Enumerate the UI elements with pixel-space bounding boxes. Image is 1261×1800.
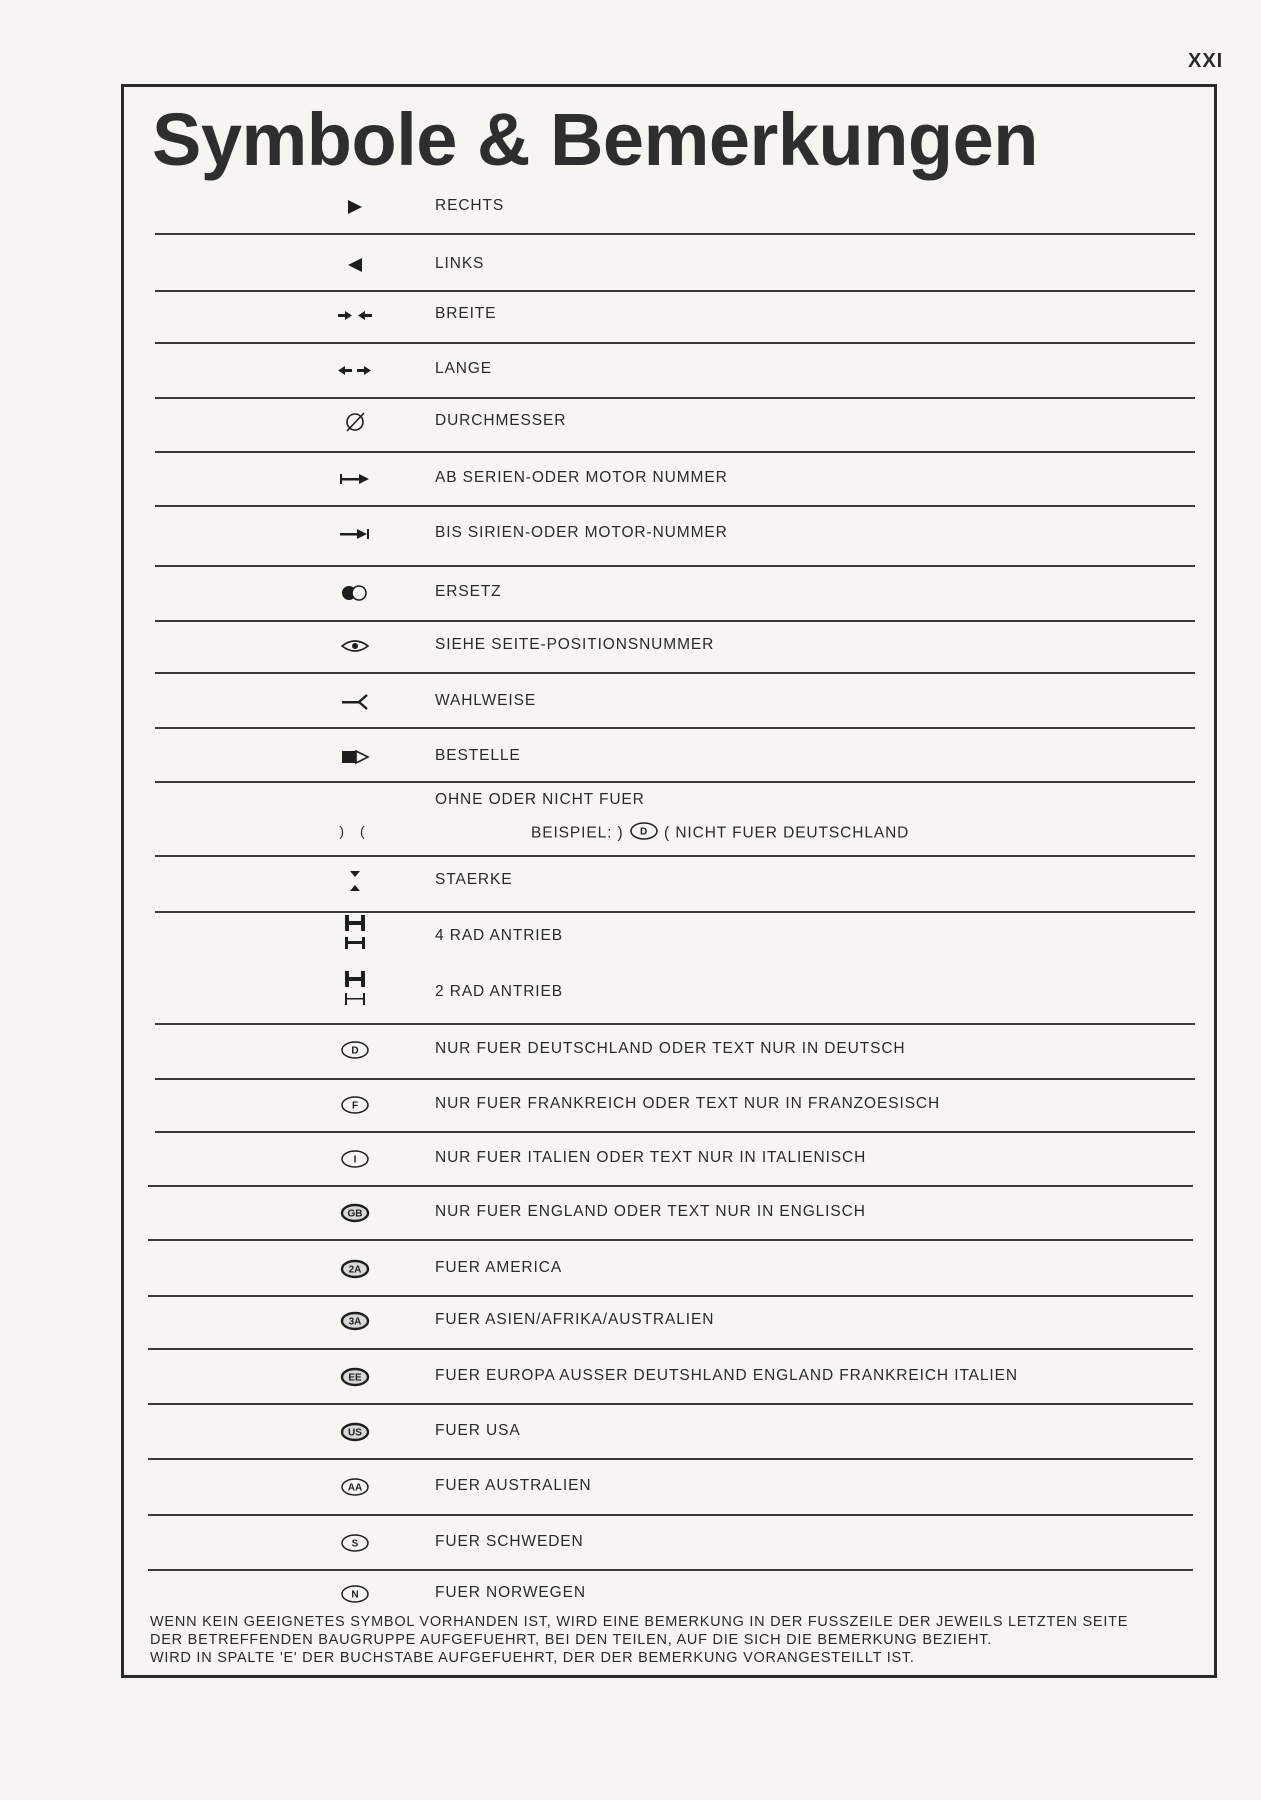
country-badge-icon [325, 1528, 385, 1558]
row-divider [155, 1131, 1195, 1133]
page-number: XXI [1188, 50, 1224, 72]
footnote [150, 1613, 1200, 1667]
symbol-label: NUR FUER FRANKREICH ODER TEXT NUR IN FRANZOESISCH [435, 1095, 941, 1112]
footnote-line: DER BETREFFENDEN BAUGRUPPE AUFGEFUEHRT, BEI DEN TEILEN, AUF DIE SICH DIE BEMERKUNG BEZIEHT. [150, 1632, 992, 1648]
svg-text:I: I [353, 1154, 357, 1166]
symbol-label: ERSETZ [435, 583, 502, 600]
country-badge-icon [325, 1144, 385, 1174]
symbol-label: FUER ASIEN/AFRIKA/AUSTRALIEN [435, 1311, 715, 1328]
row-divider [148, 1295, 1193, 1297]
country-badge-icon [325, 1579, 385, 1609]
row-divider [155, 672, 1195, 674]
symbol-label: BREITE [435, 305, 497, 322]
row-divider [155, 1023, 1195, 1025]
right-triangle-icon [325, 192, 385, 222]
symbol-label: AB SERIEN-ODER MOTOR NUMMER [435, 469, 728, 486]
symbol-label: DURCHMESSER [435, 412, 567, 429]
symbol-label: LINKS [435, 255, 485, 272]
left-triangle-icon [325, 250, 385, 280]
example-line [531, 821, 909, 846]
optional-fork-icon [325, 687, 385, 717]
svg-text:GB: GB [347, 1208, 363, 1220]
country-badge-icon [325, 1417, 385, 1447]
row-divider [155, 451, 1195, 453]
width-arrows-icon [325, 300, 385, 330]
symbol-label: BIS SIRIEN-ODER MOTOR-NUMMER [435, 524, 728, 541]
row-divider [148, 1403, 1193, 1405]
svg-text:2A: 2A [348, 1264, 362, 1276]
row-divider [155, 911, 1195, 913]
symbol-label: WAHLWEISE [435, 692, 537, 709]
symbol-label: NUR FUER ENGLAND ODER TEXT NUR IN ENGLISCH [435, 1203, 866, 1220]
diameter-icon [325, 407, 385, 437]
exclusion-brackets-icon: ) ( [339, 823, 371, 839]
row-divider [148, 1458, 1193, 1460]
country-badge-icon [325, 1198, 385, 1228]
symbol-label: FUER USA [435, 1422, 521, 1439]
country-badge-icon [325, 1306, 385, 1336]
symbol-legend-frame [121, 84, 1217, 1678]
symbol-label: FUER NORWEGEN [435, 1584, 586, 1601]
symbol-label: FUER SCHWEDEN [435, 1533, 584, 1550]
symbol-label: FUER AMERICA [435, 1259, 563, 1276]
row-divider [155, 565, 1195, 567]
symbol-label: FUER AUSTRALIEN [435, 1477, 592, 1494]
svg-text:D: D [351, 1045, 359, 1057]
length-arrows-icon [325, 355, 385, 385]
row-divider [155, 727, 1195, 729]
svg-text:S: S [351, 1538, 359, 1550]
two-wheel-drive-icon [325, 973, 385, 1003]
row-divider [155, 397, 1195, 399]
svg-text:3A: 3A [348, 1316, 362, 1328]
example-prefix: BEISPIEL: ) [531, 824, 624, 842]
row-divider [148, 1348, 1193, 1350]
symbol-label: SIEHE SEITE-POSITIONSNUMMER [435, 636, 715, 653]
symbol-label: 4 RAD ANTRIEB [435, 927, 563, 944]
row-divider [148, 1185, 1193, 1187]
row-divider [155, 781, 1195, 783]
row-divider [155, 620, 1195, 622]
replacement-circles-icon [325, 578, 385, 608]
row-divider [155, 1078, 1195, 1080]
svg-text:US: US [348, 1427, 362, 1439]
order-flag-icon [325, 742, 385, 772]
symbol-label: FUER EUROPA AUSSER DEUTSHLAND ENGLAND FRANKREICH ITALIEN [435, 1367, 1018, 1384]
country-badge-icon [325, 1035, 385, 1065]
footnote-line: WENN KEIN GEEIGNETES SYMBOL VORHANDEN IST, WIRD EINE BEMERKUNG IN DER FUSSZEILE DER JEWEILS LETZTEN SEITE [150, 1614, 1129, 1630]
row-divider [148, 1514, 1193, 1516]
row-divider [148, 1239, 1193, 1241]
row-divider [155, 342, 1195, 344]
svg-text:EE: EE [348, 1372, 362, 1384]
country-badge-icon [325, 1090, 385, 1120]
row-divider [155, 290, 1195, 292]
four-wheel-drive-icon [325, 917, 385, 947]
svg-text:F: F [351, 1100, 359, 1112]
country-badge-icon [325, 1254, 385, 1284]
example-code: D [639, 826, 648, 838]
symbol-label: 2 RAD ANTRIEB [435, 983, 563, 1000]
symbol-label: RECHTS [435, 197, 505, 214]
symbol-label: OHNE ODER NICHT FUER [435, 791, 645, 808]
symbol-label: STAERKE [435, 871, 513, 888]
symbol-label: BESTELLE [435, 747, 521, 764]
thickness-icon [325, 866, 385, 896]
row-divider [155, 855, 1195, 857]
eye-reference-icon [325, 631, 385, 661]
from-number-arrow-icon [325, 464, 385, 494]
country-badge-icon [629, 821, 659, 846]
svg-text:AA: AA [347, 1482, 363, 1494]
until-number-arrow-icon [325, 519, 385, 549]
row-divider [148, 1569, 1193, 1571]
country-badge-icon [325, 1362, 385, 1392]
row-divider [155, 505, 1195, 507]
page-title: Symbole & Bemerkungen [152, 98, 1038, 181]
footnote-line: WIRD IN SPALTE 'E' DER BUCHSTABE AUFGEFUEHRT, DER DER BEMERKUNG VORANGESTEILLT IST. [150, 1650, 915, 1666]
svg-text:N: N [351, 1589, 359, 1601]
symbol-label: NUR FUER ITALIEN ODER TEXT NUR IN ITALIENISCH [435, 1149, 867, 1166]
symbol-label: LANGE [435, 360, 493, 377]
example-suffix: ( NICHT FUER DEUTSCHLAND [664, 824, 910, 842]
symbol-label: NUR FUER DEUTSCHLAND ODER TEXT NUR IN DEUTSCH [435, 1040, 906, 1057]
country-badge-icon [325, 1472, 385, 1502]
row-divider [155, 233, 1195, 235]
